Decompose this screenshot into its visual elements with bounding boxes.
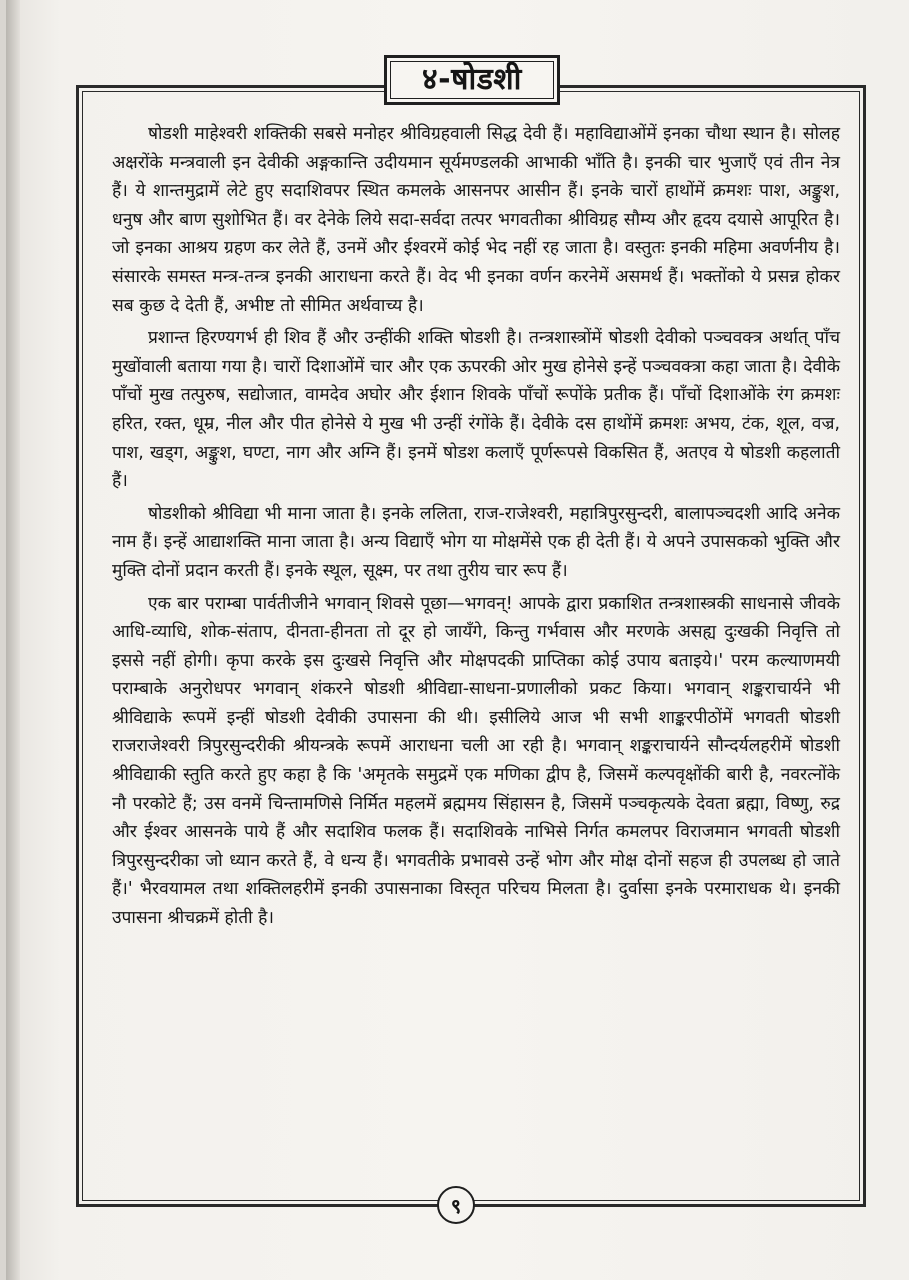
chapter-title: ४-षोडशी: [422, 62, 522, 97]
paragraph-3: षोडशीको श्रीविद्या भी माना जाता है। इनके ललिता, राज-राजेश्वरी, महात्रिपुरसुन्दरी, बालापञ्चदशी आदि अनेक नाम हैं। इन्हें आद्याशक्ति माना जाता है। अन्य विद्याएँ भोग या मोक्षमेंसे एक ही देती हैं। ये अपने उपासकको भुक्ति और मुक्ति दोनों प्रदान करती हैं। इनके स्थूल, सूक्ष्म, पर तथा तुरीय चार रूप हैं।: [112, 503, 840, 581]
chapter-title-box: [384, 55, 560, 105]
paragraph-2: प्रशान्त हिरण्यगर्भ ही शिव हैं और उन्हींकी शक्ति षोडशी है। तन्त्रशास्त्रोंमें षोडशी देवीको पञ्चवक्त्र अर्थात् पाँच मुखोंवाली बताया गया है। चारों दिशाओंमें चार और एक ऊपरकी ओर मुख होनेसे इन्हें पञ्चवक्त्रा कहा जाता है। देवीके पाँचों मुख तत्पुरुष, सद्योजात, वामदेव अघोर और ईशान शिवके पाँचों रूपोंके प्रतीक हैं। पाँचों दिशाओंके रंग क्रमशः हरित, रक्त, धूम्र, नील और पीत होनेसे ये मुख भी उन्हीं रंगोंके हैं। देवीके दस हाथोंमें क्रमशः अभय, टंक, शूल, वज्र, पाश, खड्ग, अङ्कुश, घण्टा, नाग और अग्नि हैं। इनमें षोडश कलाएँ पूर्णरूपसे विकसित हैं, अतएव ये षोडशी कहलाती हैं।: [112, 328, 840, 492]
paragraph-1: षोडशी माहेश्वरी शक्तिकी सबसे मनोहर श्रीविग्रहवाली सिद्ध देवी हैं। महाविद्याओंमें इनका चौथा स्थान है। सोलह अक्षरोंके मन्त्रवाली इन देवीकी अङ्गकान्ति उदीयमान सूर्यमण्डलकी आभाकी भाँति है। इनकी चार भुजाएँ एवं तीन नेत्र हैं। ये शान्तमुद्रामें लेटे हुए सदाशिवपर स्थित कमलके आसनपर आसीन हैं। इनके चारों हाथोंमें क्रमशः पाश, अङ्कुश, धनुष और बाण सुशोभित हैं। वर देनेके लिये सदा-सर्वदा तत्पर भगवतीका श्रीविग्रह सौम्य और हृदय दयासे आपूरित है। जो इनका आश्रय ग्रहण कर लेते हैं, उनमें और ईश्वरमें कोई भेद नहीं रह जाता है। वस्तुतः इनकी महिमा अवर्णनीय है। संसारके समस्त मन्त्र-तन्त्र इनकी आराधना करते हैं। वेद भी इनका वर्णन करनेमें असमर्थ हैं। भक्तोंको ये प्रसन्न होकर सब कुछ दे देती हैं, अभीष्ट तो सीमित अर्थवाच्य है।: [112, 124, 840, 316]
page-number: ९: [437, 1186, 475, 1224]
paragraph-4: एक बार पराम्बा पार्वतीजीने भगवान् शिवसे पूछा—भगवन्! आपके द्वारा प्रकाशित तन्त्रशास्त्रकी साधनासे जीवके आधि-व्याधि, शोक-संताप, दीनता-हीनता तो दूर हो जायँगे, किन्तु गर्भवास और मरणके असह्य दुःखकी निवृत्ति तो इससे नहीं होगी। कृपा करके इस दुःखसे निवृत्ति और मोक्षपदकी प्राप्तिका कोई उपाय बताइये।' परम कल्याणमयी पराम्बाके अनुरोधपर भगवान् शंकरने षोडशी श्रीविद्या-साधना-प्रणालीको प्रकट किया। भगवान् शङ्कराचार्यने भी श्रीविद्याके रूपमें इन्हीं षोडशी देवीकी उपासना की थी। इसीलिये आज भी सभी शाङ्करपीठोंमें भगवती षोडशी राजराजेश्वरी त्रिपुरसुन्दरीकी श्रीयन्त्रके रूपमें आराधना चली आ रही है। भगवान् शङ्कराचार्यने सौन्दर्यलहरीमें षोडशी श्रीविद्याकी स्तुति करते हुए कहा है कि 'अमृतके समुद्रमें एक मणिका द्वीप है, जिसमें कल्पवृक्षोंकी बारी है, नवरत्नोंके नौ परकोटे हैं; उस वनमें चिन्तामणिसे निर्मित महलमें ब्रह्ममय सिंहासन है, जिसमें पञ्चकृत्यके देवता ब्रह्मा, विष्णु, रुद्र और ईश्वर आसनके पाये हैं और सदाशिव फलक हैं। सदाशिवके नाभिसे निर्गत कमलपर विराजमान भगवती षोडशी त्रिपुरसुन्दरीका जो ध्यान करते हैं, वे धन्य हैं। भगवतीके प्रभावसे उन्हें भोग और मोक्ष दोनों सहज ही उपलब्ध हो जाते हैं।' भैरवयामल तथा शक्तिलहरीमें इनकी उपासनाका विस्तृत परिचय मिलता है। दुर्वासा इनके परमाराधक थे। इनकी उपासना श्रीचक्रमें होती है।: [112, 593, 840, 929]
book-spine-shadow: [6, 0, 20, 1280]
body-text: [112, 120, 840, 937]
